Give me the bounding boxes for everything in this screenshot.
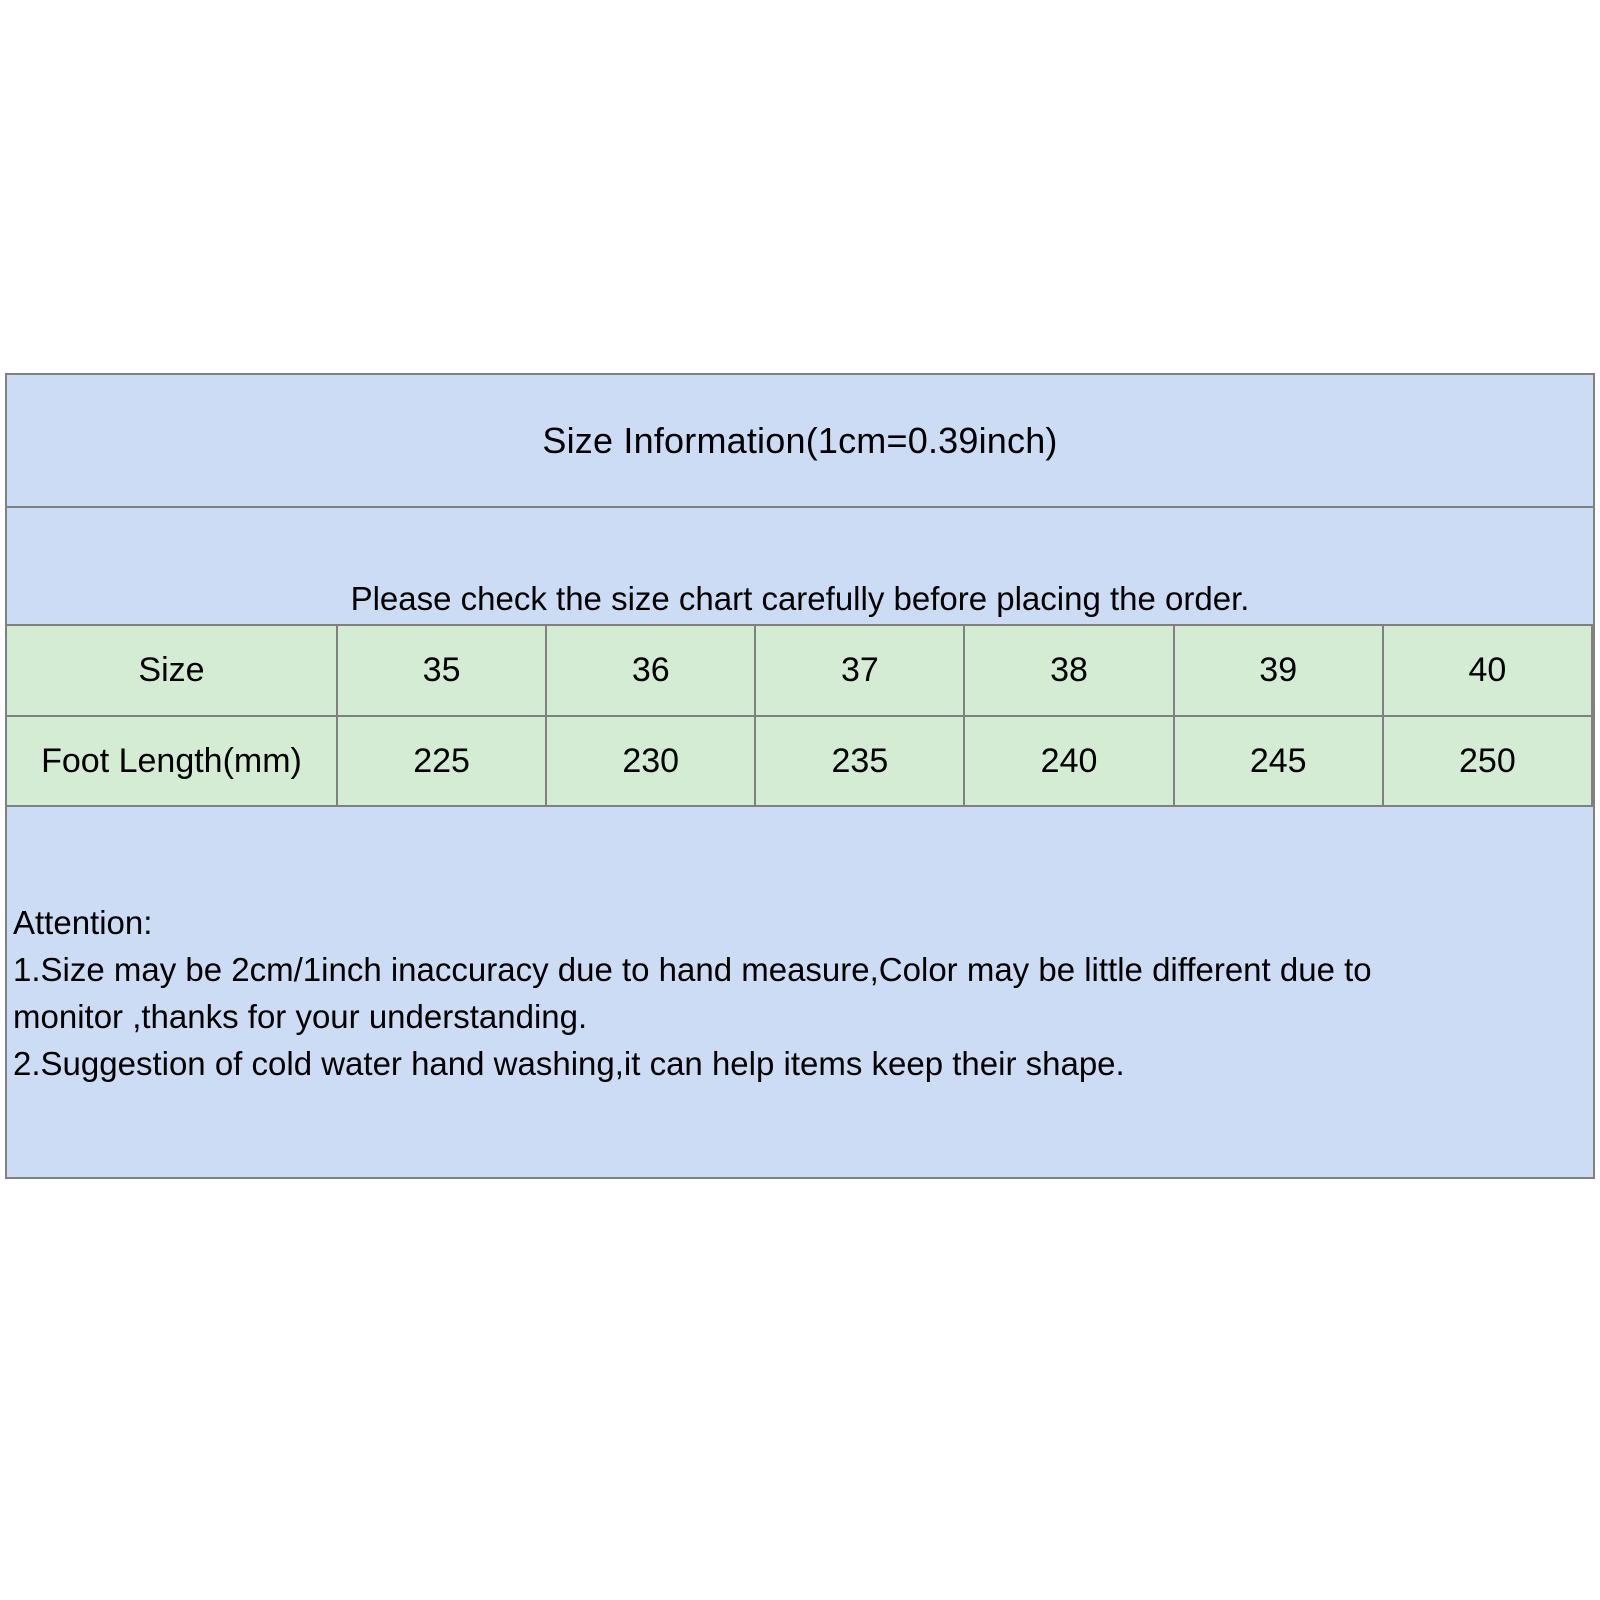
attention-line-3: 2.Suggestion of cold water hand washing,it can help items keep their shape.	[13, 1045, 1125, 1082]
size-chart-table	[7, 626, 1593, 807]
attention-heading: Attention:	[13, 904, 153, 941]
attention-section	[7, 807, 1593, 1177]
row-header-size: Size	[7, 626, 337, 716]
cell-size-38: 38	[964, 626, 1173, 716]
cell-foot-length-39: 245	[1174, 716, 1383, 806]
cell-foot-length-35: 225	[337, 716, 546, 806]
title-band	[7, 375, 1593, 508]
cell-size-40: 40	[1383, 626, 1592, 716]
size-information-card	[5, 373, 1595, 1179]
table-row	[7, 626, 1592, 716]
cell-size-37: 37	[755, 626, 964, 716]
table-row	[7, 716, 1592, 806]
cell-foot-length-38: 240	[964, 716, 1173, 806]
attention-line-2: monitor ,thanks for your understanding.	[13, 998, 588, 1035]
note-band	[7, 508, 1593, 626]
cell-size-36: 36	[546, 626, 755, 716]
cell-foot-length-37: 235	[755, 716, 964, 806]
attention-line-1: 1.Size may be 2cm/1inch inaccuracy due to hand measure,Color may be little different due to	[13, 951, 1372, 988]
page-title: Size Information(1cm=0.39inch)	[542, 419, 1058, 461]
row-header-foot-length: Foot Length(mm)	[7, 716, 337, 806]
cell-foot-length-36: 230	[546, 716, 755, 806]
cell-foot-length-40: 250	[1383, 716, 1592, 806]
cell-size-39: 39	[1174, 626, 1383, 716]
size-chart-note: Please check the size chart carefully before placing the order.	[350, 580, 1250, 617]
cell-size-35: 35	[337, 626, 546, 716]
